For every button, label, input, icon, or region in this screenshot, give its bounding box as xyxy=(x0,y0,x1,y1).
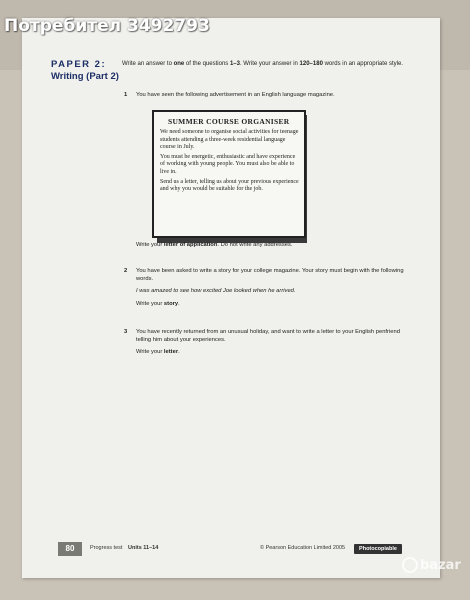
instruction-post: . xyxy=(178,301,180,307)
bazar-watermark: bazar xyxy=(420,558,461,573)
paper-subtitle: Writing (Part 2) xyxy=(51,71,119,82)
question-1-instruction xyxy=(124,241,416,249)
intro-text-4: words in an appropriate style. xyxy=(322,61,403,67)
instruction-post: . xyxy=(178,349,180,355)
instruction-bold: letter of application xyxy=(163,242,218,248)
intro-bold-2: 1–3 xyxy=(229,61,240,67)
footer-copyright: © Pearson Education Limited 2005 xyxy=(260,545,346,551)
page-number: 80 xyxy=(58,542,82,556)
question-number: 3 xyxy=(124,329,128,335)
worksheet-page xyxy=(22,18,440,578)
question-1 xyxy=(124,91,416,99)
advert-title: SUMMER COURSE ORGANISER xyxy=(168,117,290,126)
instruction-line xyxy=(136,241,416,249)
instruction-pre: Write your xyxy=(136,242,164,248)
advert-paragraph-2: You must be energetic, enthusiastic and have experience of working with young people. You must also be able to live in. xyxy=(160,154,296,175)
question-2 xyxy=(124,267,416,308)
advert-paragraph-3: Send us a letter, telling us about your previous experience and why you would be suitable for the job. xyxy=(160,179,299,193)
paper-number: PAPER 2: xyxy=(51,59,107,70)
instruction-pre: Write your xyxy=(136,349,164,355)
intro-text-2: of the questions xyxy=(184,61,230,67)
advert-box xyxy=(152,110,306,238)
advert-paragraph-1: We need someone to organise social activities for teenage students attending a three-week residential language course in July. xyxy=(160,129,299,150)
instruction-post: . Do not write any addresses. xyxy=(217,242,293,248)
question-text: You have been asked to write a story for your college magazine. Your story must begin with the following words. xyxy=(136,268,404,282)
question-number: 1 xyxy=(124,92,128,98)
intro-bold-3: 120–180 xyxy=(299,61,323,67)
intro-text-3: . Write your answer in xyxy=(239,61,300,67)
intro-text-1: Write an answer to xyxy=(122,61,174,67)
instruction-bold: story xyxy=(163,301,179,307)
footer-units: Units 11–14 xyxy=(128,545,159,551)
bazar-logo-icon xyxy=(402,557,418,573)
footer-label: Progress test xyxy=(90,545,123,551)
question-text: You have seen the following advertisement in an English language magazine. xyxy=(136,92,335,98)
instruction-pre: Write your xyxy=(136,301,164,307)
paper-title xyxy=(51,59,119,83)
user-watermark: Потребител 3492793 xyxy=(4,16,210,36)
question-3 xyxy=(124,328,416,356)
question-number: 2 xyxy=(124,268,128,274)
question-text: You have recently returned from an unusual holiday, and want to write a letter to your English penfriend telling him about your experiences. xyxy=(136,329,400,343)
instruction-bold: letter xyxy=(163,349,179,355)
intro-bold-1: one xyxy=(173,61,185,67)
story-opening-quote: I was amazed to see how excited Joe looked when he arrived. xyxy=(136,288,296,294)
advertisement xyxy=(152,110,312,246)
photocopiable-badge: Photocopiable xyxy=(354,544,402,554)
page-footer xyxy=(22,542,440,556)
intro-instructions xyxy=(122,60,422,68)
